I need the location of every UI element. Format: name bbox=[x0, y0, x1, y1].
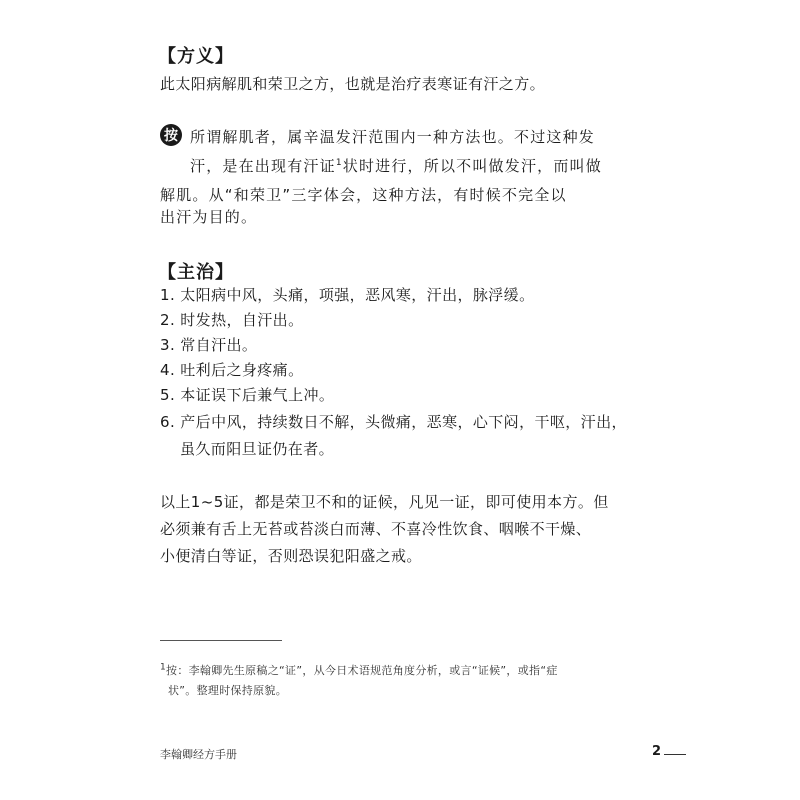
summary-line-1: 以上1~5证，都是荣卫不和的证候，凡见一证，即可使用本方。但 bbox=[160, 493, 609, 511]
an-badge-icon: 按 bbox=[160, 124, 182, 146]
an-line-2 bbox=[190, 155, 602, 176]
section-heading-fangyi: 【方义】 bbox=[158, 46, 234, 67]
an-line-4: 出汗为目的。 bbox=[160, 208, 258, 226]
zhuzhi-item-2: 2. 时发热，自汗出。 bbox=[160, 311, 304, 329]
footnote-divider bbox=[160, 640, 282, 641]
zhuzhi-item-6: 6. 产后中风，持续数日不解，头微痛，恶寒，心下闷，干呕，汗出， bbox=[160, 413, 627, 431]
footnote-text-1: 按：李翰卿先生原稿之“证”，从今日术语规范角度分析，或言“证候”，或指“症 bbox=[166, 664, 558, 677]
an-line-1: 所谓解肌者，属辛温发汗范围内一种方法也。不过这种发 bbox=[190, 128, 596, 146]
footnote-line-2: 状”。整理时保持原貌。 bbox=[168, 684, 287, 697]
footnote-marker: 1 bbox=[160, 662, 167, 673]
zhuzhi-item-3: 3. 常自汗出。 bbox=[160, 336, 258, 354]
section-heading-zhuzhi: 【主治】 bbox=[158, 262, 234, 283]
zhuzhi-item-1: 1. 太阳病中风，头痛，项强，恶风寒，汗出，脉浮缓。 bbox=[160, 286, 535, 304]
summary-line-3: 小便清白等证，否则恐误犯阳盛之戒。 bbox=[160, 547, 422, 565]
fangyi-text: 此太阳病解肌和荣卫之方，也就是治疗表寒证有汗之方。 bbox=[160, 75, 546, 93]
zhuzhi-item-5: 5. 本证误下后兼气上冲。 bbox=[160, 386, 335, 404]
book-title: 李翰卿经方手册 bbox=[160, 748, 237, 761]
footnote-line-1 bbox=[160, 662, 558, 678]
an-line-2-post: 状时进行，所以不叫做发汗，而叫做 bbox=[342, 157, 602, 175]
page-number: 2 bbox=[652, 744, 662, 759]
zhuzhi-item-6-cont: 虽久而阳旦证仍在者。 bbox=[180, 440, 335, 458]
summary-line-2: 必须兼有舌上无苔或苔淡白而薄、不喜冷性饮食、咽喉不干燥、 bbox=[160, 520, 592, 538]
an-line-3: 解肌。从“和荣卫”三字体会，这种方法，有时候不完全以 bbox=[160, 186, 567, 204]
page-number-rule bbox=[664, 754, 686, 755]
zhuzhi-item-4: 4. 吐利后之身疼痛。 bbox=[160, 361, 304, 379]
footnote-ref[interactable]: 1 bbox=[335, 158, 343, 168]
an-line-2-pre: 汗，是在出现有汗证 bbox=[190, 157, 336, 175]
